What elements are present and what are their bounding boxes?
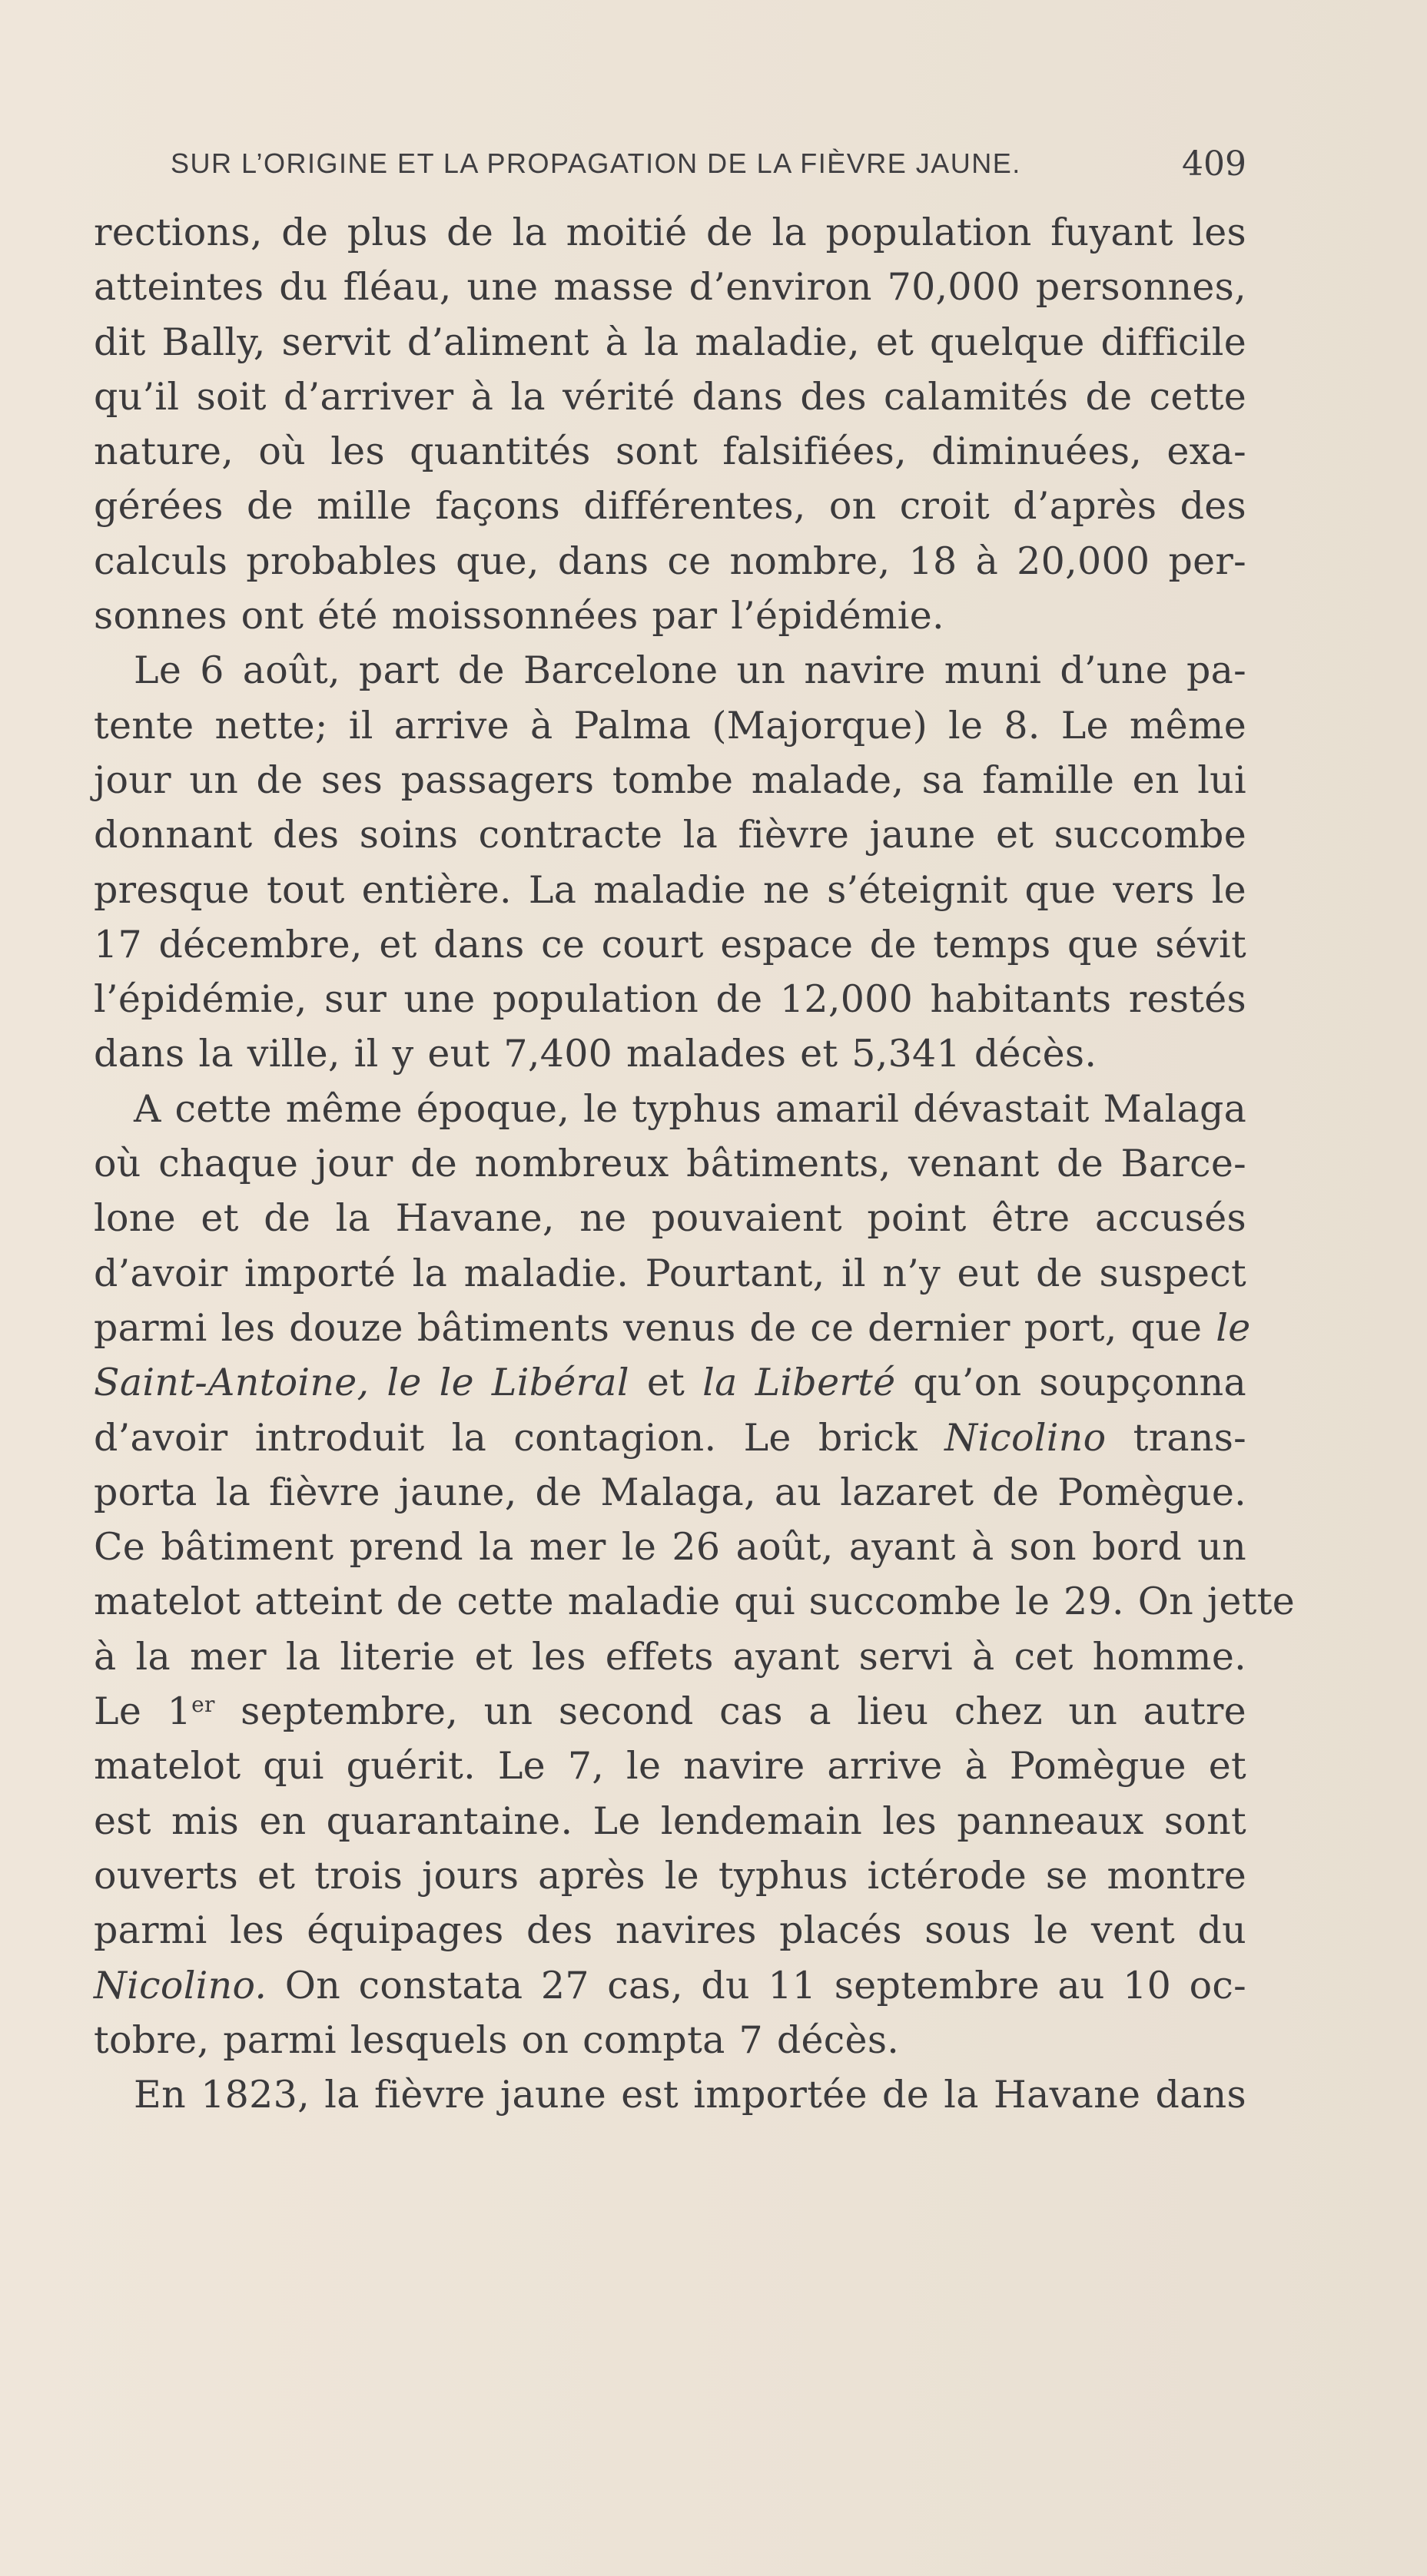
text-line-with-italics <box>94 1958 1246 2013</box>
text-line: dans la ville, il y eut 7,400 malades et 5,341 décès. <box>94 1032 1097 1076</box>
ship-name-italic: Nicolino. <box>94 1963 267 2007</box>
text-line: où chaque jour de nombreux bâtiments, venant de Barce- <box>94 1142 1246 1186</box>
text-line: presque tout entière. La maladie ne s’éteignit que vers le <box>94 867 1246 912</box>
text-run: On constata 27 cas, du 11 septembre au 10 oc- <box>284 1963 1246 2007</box>
text-line: 17 décembre, et dans ce court espace de temps que sévit <box>94 922 1246 966</box>
text-line: nature, où les quantités sont falsifiées, diminuées, exa- <box>94 429 1246 474</box>
text-line: est mis en quarantaine. Le lendemain les panneaux sont <box>94 1799 1246 1843</box>
text-line-with-italics <box>94 1411 1246 1465</box>
text-line: l’épidémie, sur une population de 12,000 habitants restés <box>94 977 1246 1022</box>
text-run: parmi les douze bâtiments venus de ce dernier port, que <box>94 1305 1203 1350</box>
text-line: Le 6 août, part de Barcelone un navire muni d’une pa- <box>134 648 1246 693</box>
text-line: matelot qui guérit. Le 7, le navire arrive à Pomègue et <box>94 1744 1246 1789</box>
text-line: sonnes ont été moissonnées par l’épidémie. <box>94 594 944 638</box>
text-line-with-superscript <box>94 1684 1246 1739</box>
page-number: 409 <box>1182 144 1246 184</box>
text-line: matelot atteint de cette maladie qui succombe le 29. On jette <box>94 1580 1295 1624</box>
text-line: porta la fièvre jaune, de Malaga, au lazaret de Pomègue. <box>94 1470 1246 1514</box>
running-head: SUR L’ORIGINE ET LA PROPAGATION DE LA FIÈVRE JAUNE. <box>171 148 1021 179</box>
text-run: trans- <box>1133 1415 1246 1460</box>
ordinal-superscript: er <box>191 1692 215 1718</box>
text-line: d’avoir importé la maladie. Pourtant, il n’y eut de suspect <box>94 1251 1246 1295</box>
ship-name-italic: Saint-Antoine <box>94 1361 357 1405</box>
text-line: atteintes du fléau, une masse d’environ 70,000 personnes, <box>94 265 1246 310</box>
text-line: calculs probables que, dans ce nombre, 18 à 20,000 per- <box>94 539 1246 583</box>
ship-name-italic: la Liberté <box>702 1361 896 1405</box>
text-line: lone et de la Havane, ne pouvaient point être accusés <box>94 1196 1246 1241</box>
ship-name-italic: , le <box>357 1361 422 1405</box>
text-line: tobre, parmi lesquels on compta 7 décès. <box>94 2017 900 2062</box>
text-line-with-italics <box>94 1355 1246 1410</box>
text-run: qu’on soupçonna <box>913 1361 1246 1405</box>
text-line: parmi les équipages des navires placés sous le vent du <box>94 1908 1246 1953</box>
text-run: Le 1 <box>94 1689 192 1734</box>
text-line: gérées de mille façons différentes, on croit d’après des <box>94 484 1246 529</box>
page-header <box>171 144 1246 187</box>
ship-name-italic: Nicolino <box>944 1415 1107 1460</box>
body-text <box>94 205 1295 2122</box>
text-line: En 1823, la fièvre jaune est importée de la Havane dans <box>134 2073 1246 2117</box>
text-line: Ce bâtiment prend la mer le 26 août, ayant à son bord un <box>94 1525 1246 1570</box>
ship-name-italic: le <box>1216 1305 1251 1350</box>
text-line: tente nette; il arrive à Palma (Majorque) le 8. Le même <box>94 703 1246 748</box>
text-line: rections, de plus de la moitié de la population fuyant les <box>94 211 1246 254</box>
ship-name-italic: le Libéral <box>439 1361 629 1405</box>
text-line: donnant des soins contracte la fièvre jaune et succombe <box>94 813 1246 857</box>
text-line: jour un de ses passagers tombe malade, sa famille en lui <box>94 758 1246 802</box>
text-line: à la mer la literie et les effets ayant servi à cet homme. <box>94 1634 1246 1679</box>
text-run: septembre, un second cas a lieu chez un autre <box>241 1689 1246 1734</box>
text-line: ouverts et trois jours après le typhus ictérode se montre <box>94 1853 1246 1898</box>
text-run: et <box>646 1361 685 1405</box>
text-line: qu’il soit d’arriver à la vérité dans des calamités de cette <box>94 374 1246 419</box>
text-line: dit Bally, servit d’aliment à la maladie, et quelque difficile <box>94 320 1246 364</box>
text-run: d’avoir introduit la contagion. Le brick <box>94 1415 918 1460</box>
text-line-with-italics <box>94 1301 1251 1355</box>
text-line: A cette même époque, le typhus amaril dévastait Malaga <box>134 1086 1247 1131</box>
